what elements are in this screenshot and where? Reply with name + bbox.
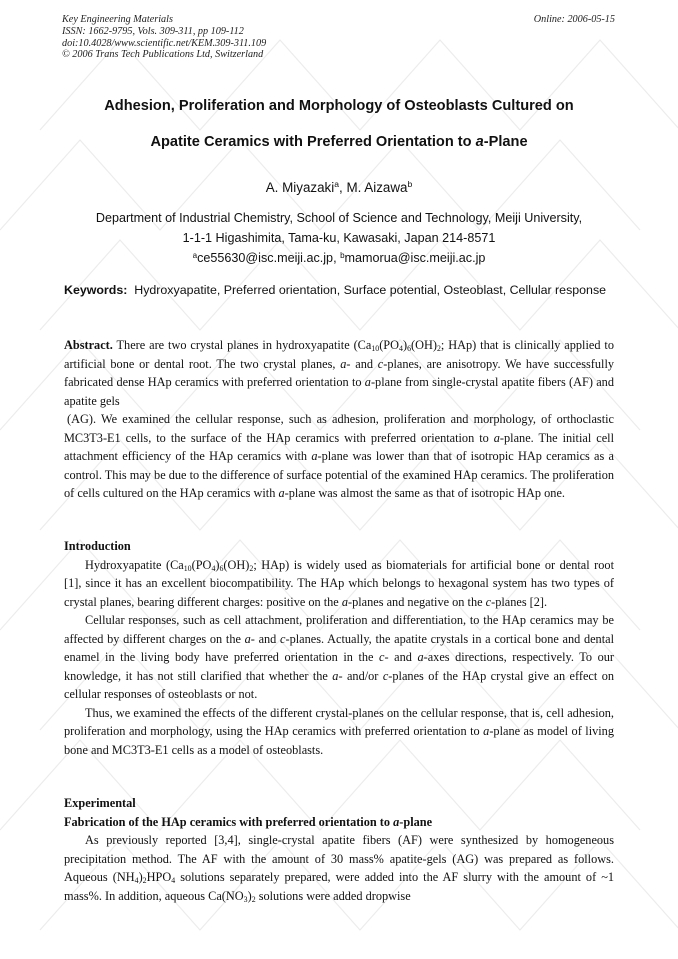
affiliation-line-1: Department of Industrial Chemistry, School of Science and Technology, Meiji University, — [95, 211, 583, 225]
journal-header — [62, 14, 615, 61]
keywords-label: Keywords: — [64, 283, 128, 297]
email-link[interactable]: ce55630@isc.meiji.ac.jp, — [197, 251, 341, 265]
body-paragraph: As previously reported [3,4], single-crystal apatite fibers (AF) were synthesized by homogeneous precipitation method. The AF with the amount of 30 mass% apatite-gels (AG) was prepared as follows. Aqueous $(NH_4)_2HPO_4$ solutions separately prepared, were added into the AF slurry with the amount of ~1 mass%. In addition, aqueous $Ca(NO_3)_2$ solutions were added dropwise — [64, 833, 615, 904]
doi-line: doi:10.4028/www.scientific.net/KEM.309-311.109 — [62, 37, 267, 49]
abstract — [64, 336, 614, 503]
title-line-2: Apatite Ceramics with Preferred Orientation to a-Plane — [150, 134, 528, 150]
section-heading: Introduction — [64, 539, 131, 553]
issn-line: ISSN: 1662-9795, Vols. 309-311, pp 109-112 — [62, 25, 244, 37]
author-emails: $^a$ce55630@isc.meiji.ac.jp, $^b$mamorua@isc.meiji.ac.jp — [192, 250, 486, 265]
abstract-label: Abstract. — [64, 338, 113, 352]
body-paragraph: Thus, we examined the effects of the different crystal-planes on the cellular response, that is, cell adhesion, proliferation and morphology, using the HAp ceramics with preferred orientation to a-plane as model of living bone and MC3T3-E1 cells as a model of osteoblasts. — [64, 705, 614, 757]
abstract-paragraph: Abstract. There are two crystal planes in hydroxyapatite ($Ca_{10}(PO_4)_6(OH)_2$; HAp) that is clinically applied to artificial bone or dental root. The two crystal planes, a- and c-planes, are anisotropy. We have successfully fabricated dense HAp ceramics with preferred orientation to a-plane from single-crystal apatite fibers (AF) and apatite gels — [64, 338, 615, 408]
introduction-section — [64, 537, 614, 759]
body-paragraph: Hydroxyapatite ($Ca_{10}(PO_4)_6(OH)_2$; HAp) is widely used as biomaterials for artificial bone or dental root [1], since it has an excellent biocompatibility. The HAp which belongs to hexagonal system has two types of crystal planes, bearing different charges: positive on the a-planes and negative on the c-planes [2]. — [64, 557, 614, 609]
journal-name: Key Engineering Materials — [62, 14, 173, 25]
author-name: M. Aizawa — [346, 180, 408, 195]
affiliation-line-2: 1-1-1 Higashimita, Tama-ku, Kawasaki, Japan 214-8571 — [182, 231, 496, 245]
email-link[interactable]: mamorua@isc.meiji.ac.jp — [344, 251, 486, 265]
copyright-line: © 2006 Trans Tech Publications Ltd, Switzerland — [62, 49, 264, 61]
experimental-section — [64, 794, 614, 905]
subsection-heading: Fabrication of the HAp ceramics with preferred orientation to a-plane — [64, 814, 433, 829]
author-list: A. Miyazaki$^a$, M. Aizawa$^b$ — [265, 179, 413, 195]
affiliation — [60, 208, 618, 268]
keywords — [64, 282, 614, 300]
paper-title — [40, 88, 638, 160]
keywords-text: Hydroxyapatite, Preferred orientation, Surface potential, Osteoblast, Cellular response — [134, 283, 607, 297]
section-heading: Experimental — [64, 796, 136, 810]
body-paragraph: Cellular responses, such as cell attachment, proliferation and differentiation, to the HAp ceramics may be affected by different charges on the a- and c-planes. Actually, the apatite crystals in a cortical bone and dental enamel in the living body have preferred orientation in the c- and a-axes directions, respectively. To our knowledge, it has not still clarified that whether the a- and/or c-planes of the HAp crystal give an effect on cellular responses of osteoblasts or not. — [64, 613, 615, 701]
abstract-paragraph: (AG). We examined the cellular response, such as adhesion, proliferation and morphology, of orthoclastic MC3T3-E1 cells, to the surface of the HAp ceramics with preferred orientation to a-plane. The initial cell attachment efficiency of the HAp ceramics with a-plane was lower than that of isotropic HAp ceramics as a control. This may be due to the difference of surface potential of the examined HAp ceramics. The proliferation of cells cultured on the HAp ceramics with a-plane was almost the same as that of isotropic HAp one. — [64, 412, 615, 500]
title-line-1: Adhesion, Proliferation and Morphology of Osteoblasts Cultured on — [104, 98, 574, 114]
online-date: Online: 2006-05-15 — [533, 14, 615, 25]
author-name: A. Miyazaki — [265, 180, 335, 195]
